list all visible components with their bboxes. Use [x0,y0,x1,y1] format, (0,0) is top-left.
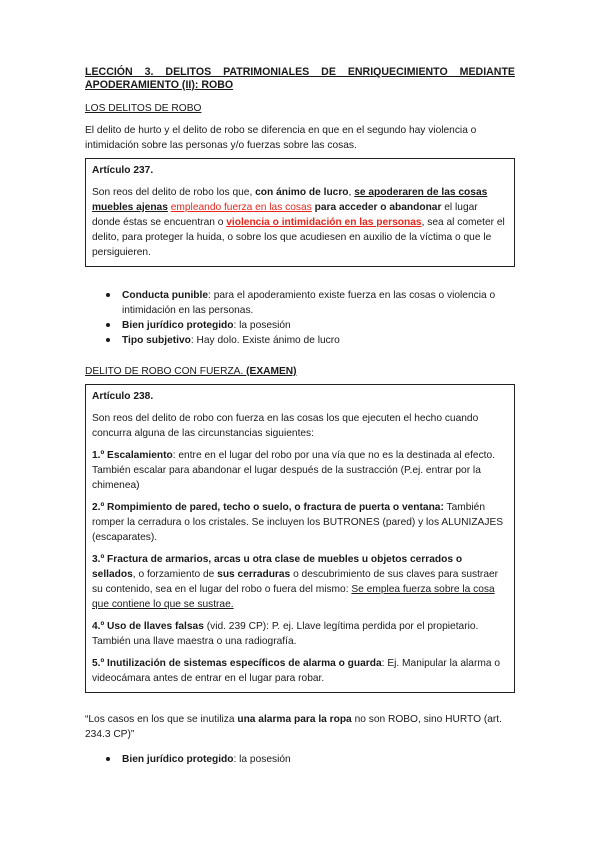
page-title: LECCIÓN 3. DELITOS PATRIMONIALES DE ENRIQUECIMIENTO MEDIANTE APODERAMIENTO (II): ROBO [85,66,515,91]
item-label: 1.º Escalamiento [92,450,173,461]
item-text: : Ej. Manipular la alarma o videocámara antes de entrar en el lugar para robar. [92,658,500,684]
section-heading-robo: LOS DELITOS DE ROBO [85,103,202,114]
list-item [85,318,515,333]
text-run: , sea al cometer el delito, para proteger la huida, o sobre los que acudiesen en auxilio de la víctima o que le persiguieren. [92,217,505,258]
item-bold: sus cerraduras [217,569,291,580]
item-text: (vid. 239 CP): P. ej. Llave legítima perdida por el propietario. También una llave maestra o una radiografía. [92,621,479,647]
bullet-icon [106,293,110,297]
bullet-label: Bien jurídico protegido [122,320,234,331]
bullet-icon [106,338,110,342]
text-bold-underline: se apoderaren de las cosas muebles ajenas [92,187,488,213]
article-238-lead: Son reos del delito de robo con fuerza en las cosas los que ejecuten el hecho cuando concurra alguna de las circunstancias siguientes: [92,413,479,439]
item-label: 5.º Inutilización de sistemas específicos de alarma o guarda [92,658,382,669]
item-label: 2.º Rompimiento de pared, techo o suelo, o fractura de puerta o ventana: [92,502,444,513]
item-label: 3.º Fractura de armarios, arcas u otra clase de muebles u objetos cerrados o sellados [92,554,463,580]
text-bold: con ánimo de lucro [255,187,349,198]
quote-text: “Los casos en los que se inutiliza [85,714,238,725]
intro-paragraph: El delito de hurto y el delito de robo se diferencia en que en el segundo hay violencia o intimidación sobre las personas y/o fuerzas sobre las cosas. [85,125,477,151]
article-238-item-2 [92,500,508,545]
article-238-item-3 [92,552,508,612]
bullet-text: : la posesión [233,320,291,331]
text-red-bold-underline: violencia o intimidación en las personas [226,217,422,228]
text-bold: para acceder o abandonar [314,202,442,213]
text-run: el lugar donde éstas se encuentran o [92,202,478,228]
bullet-text: : para el apoderamiento existe fuerza en las cosas o violencia o intimidación en las personas. [122,290,496,316]
article-237-heading: Artículo 237. [92,165,154,176]
item-text: También romper la cerradura o los cristales. Se incluyen los BUTRONES (pared) y los ALUNIZAJES (escaparates). [92,502,504,543]
bullet-list-robo-fuerza [85,752,515,767]
article-237-box [85,158,515,267]
article-238-item-5 [92,656,508,686]
item-text: : entre en el lugar del robo por una vía que no es la destinada al efecto. También escalar para abandonar el lugar después de la sustracción (P.ej. entrar por la chimenea) [92,450,495,491]
article-238-heading: Artículo 238. [92,391,154,402]
bullet-label: Conducta punible [122,290,209,301]
item-text: o descubrimiento de sus claves para sustraer su contenido, sea en el lugar del robo o fuera del mismo: [92,569,499,595]
quote-paragraph [85,712,515,742]
document-page [85,66,515,767]
bullet-icon [106,323,110,327]
text-red-underline: empleando fuerza en las cosas [170,202,312,213]
section-heading-robo-fuerza [85,364,515,379]
section-heading-text: DELITO DE ROBO CON FUERZA. [85,366,247,377]
item-text: , o forzamiento de [132,569,218,580]
bullet-text: : la posesión [233,754,291,765]
bullet-label: Bien jurídico protegido [122,754,234,765]
bullet-list-robo [85,288,515,348]
article-237-text [92,185,508,260]
article-238-item-4 [92,619,508,649]
text-run: , [348,187,355,198]
article-238-item-1 [92,448,508,493]
list-item [85,752,515,767]
bullet-icon [106,757,110,761]
article-238-box [85,384,515,693]
quote-bold: una alarma para la ropa [237,714,352,725]
item-underline: Se emplea fuerza sobre la cosa que contiene lo que se sustrae. [92,584,495,610]
text-run: Son reos del delito de robo los que, [92,187,256,198]
bullet-text: : Hay dolo. Existe ánimo de lucro [190,335,340,346]
exam-tag: (EXAMEN) [246,366,297,377]
item-label: 4.º Uso de llaves falsas [92,621,204,632]
list-item [85,288,515,318]
quote-text: no son ROBO, sino HURTO (art. 234.3 CP)” [85,714,502,740]
bullet-label: Tipo subjetivo [122,335,191,346]
list-item [85,333,515,348]
